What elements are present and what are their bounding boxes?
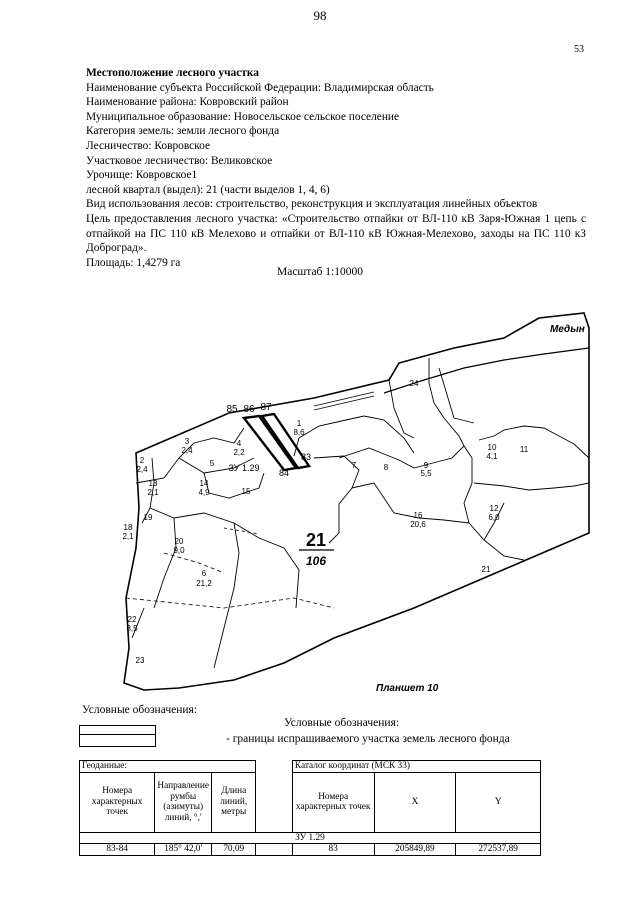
table-cell: 272537,89 [456,844,541,856]
location-info [86,66,586,270]
corner-point: 86 [243,404,255,415]
subunit-area: 4,9 [198,488,210,497]
map-sheet-label: Планшет 10 [376,683,439,694]
subunit-area: 5,5 [420,469,432,478]
subunit-number: 18 [123,523,133,532]
subunit-area: 2,2 [233,448,245,457]
corner-point: 85 [226,404,238,415]
column-header: Y [456,772,541,832]
subunit-area: 8,6 [293,428,305,437]
subunit-area: 3,5 [126,624,138,633]
column-header: Длина линий, метры [211,772,256,832]
table-cell: 205849,89 [374,844,456,856]
legend-symbol [79,725,156,747]
info-area: Площадь: 1,4279 га [86,256,181,269]
forest-quarter-map [84,308,594,703]
corner-point: 84 [278,468,290,478]
subunit-number: 10 [487,443,497,452]
quarter-area: 106 [305,554,327,568]
subunit-number: 2 [139,456,145,465]
table-row [80,844,541,856]
info-line-municipality: Муниципальное образование: Новосельское сельское поселение [86,110,400,123]
subunit-number: 20 [174,537,184,546]
group-label: ЗУ 1.29 [80,832,541,844]
legend-title-secondary: Условные обозначения: [284,717,400,729]
subunit-number: 14 [199,479,209,488]
info-line-use-type: Вид использования лесов: строительство, реконструкция и эксплуатация линейных объектов [86,198,538,211]
subunit-area: 21,2 [196,579,212,588]
subunit-number: 8 [383,463,389,472]
subunit-area: 6,0 [488,513,500,522]
site-label: ЗУ 1.29 [228,463,260,473]
column-header: X [374,772,456,832]
subunit-number: 11 [519,445,529,454]
subunit-number: 9 [423,461,429,470]
subunit-area: 4,1 [486,452,498,461]
subunit-area: 2,1 [122,532,134,541]
table-cell: 83-84 [80,844,155,856]
subunit-number: 19 [143,513,153,522]
legend-title: Условные обозначения: [82,704,198,716]
info-line-district-forestry: Участковое лесничество: Великовское [86,154,273,167]
column-header: Номера характерных точек [80,772,155,832]
page-number: 98 [313,8,327,23]
table-cell: 185° 42,0' [155,844,212,856]
info-line-district: Наименование района: Ковровский район [86,96,289,109]
subunit-area: 2,4 [181,446,193,455]
legend-description: - границы испрашиваемого участка земель лесного фонда [226,733,510,745]
column-header: Номера характерных точек [292,772,374,832]
subunit-number: 5 [209,459,215,468]
subunit-number: 13 [148,479,158,488]
subunit-number: 6 [201,569,207,578]
geodata-table [79,760,541,856]
info-line-quarter: лесной квартал (выдел): 21 (части выделов 1, 4, 6) [86,183,330,196]
info-line-subject: Наименование субъекта Российской Федерации: Владимирская область [86,81,434,94]
quarter-number: 21 [305,530,327,550]
subunit-area: 20,6 [410,520,426,529]
corner-point: 83 [300,452,312,462]
subunit-area: 2,4 [136,465,148,474]
geodata-header: Геоданные: [80,761,256,773]
subunit-number: 12 [489,504,499,513]
subunit-area: 2,1 [147,488,159,497]
sheet-number: 53 [574,44,584,55]
info-line-forestry: Лесничество: Ковровское [86,139,211,152]
map-scale: Масштаб 1:10000 [277,266,363,278]
subunit-number: 3 [184,437,190,446]
subunit-number: 24 [409,379,419,388]
column-header: Направление румбы (азимуты) линий, °,' [155,772,212,832]
subunit-number: 15 [241,487,251,496]
table-cell: 70,09 [211,844,256,856]
corner-point: 87 [260,402,272,413]
subunit-number: 22 [127,615,137,624]
table-cell: 83 [292,844,374,856]
info-line-land-category: Категория земель: земли лесного фонда [86,125,280,138]
subunit-number: 23 [135,656,145,665]
subunit-area: 9,0 [173,546,185,555]
info-line-tract: Урочище: Ковровское1 [86,169,198,182]
subunit-number: 1 [296,419,302,428]
info-purpose: Цель предоставления лесного участка: «Строительство отпайки от ВЛ-110 кВ Заря-Южная 1 цепь с отпайкой на ПС 110 кВ Мелехово и отпайки от ВЛ-110 кВ Южная-Мелехово, заходы на ПС 110 кЗ Доброград». [86,212,586,255]
coordinates-header: Каталог координат (МСК 33) [292,761,540,773]
subunit-number: 4 [236,439,242,448]
subunit-number: 16 [413,511,423,520]
section-title: Местоположение лесного участка [86,67,259,79]
subunit-number: 7 [351,461,357,470]
subunit-number: 21 [481,565,491,574]
map-top-right-label: Медын [550,324,585,335]
